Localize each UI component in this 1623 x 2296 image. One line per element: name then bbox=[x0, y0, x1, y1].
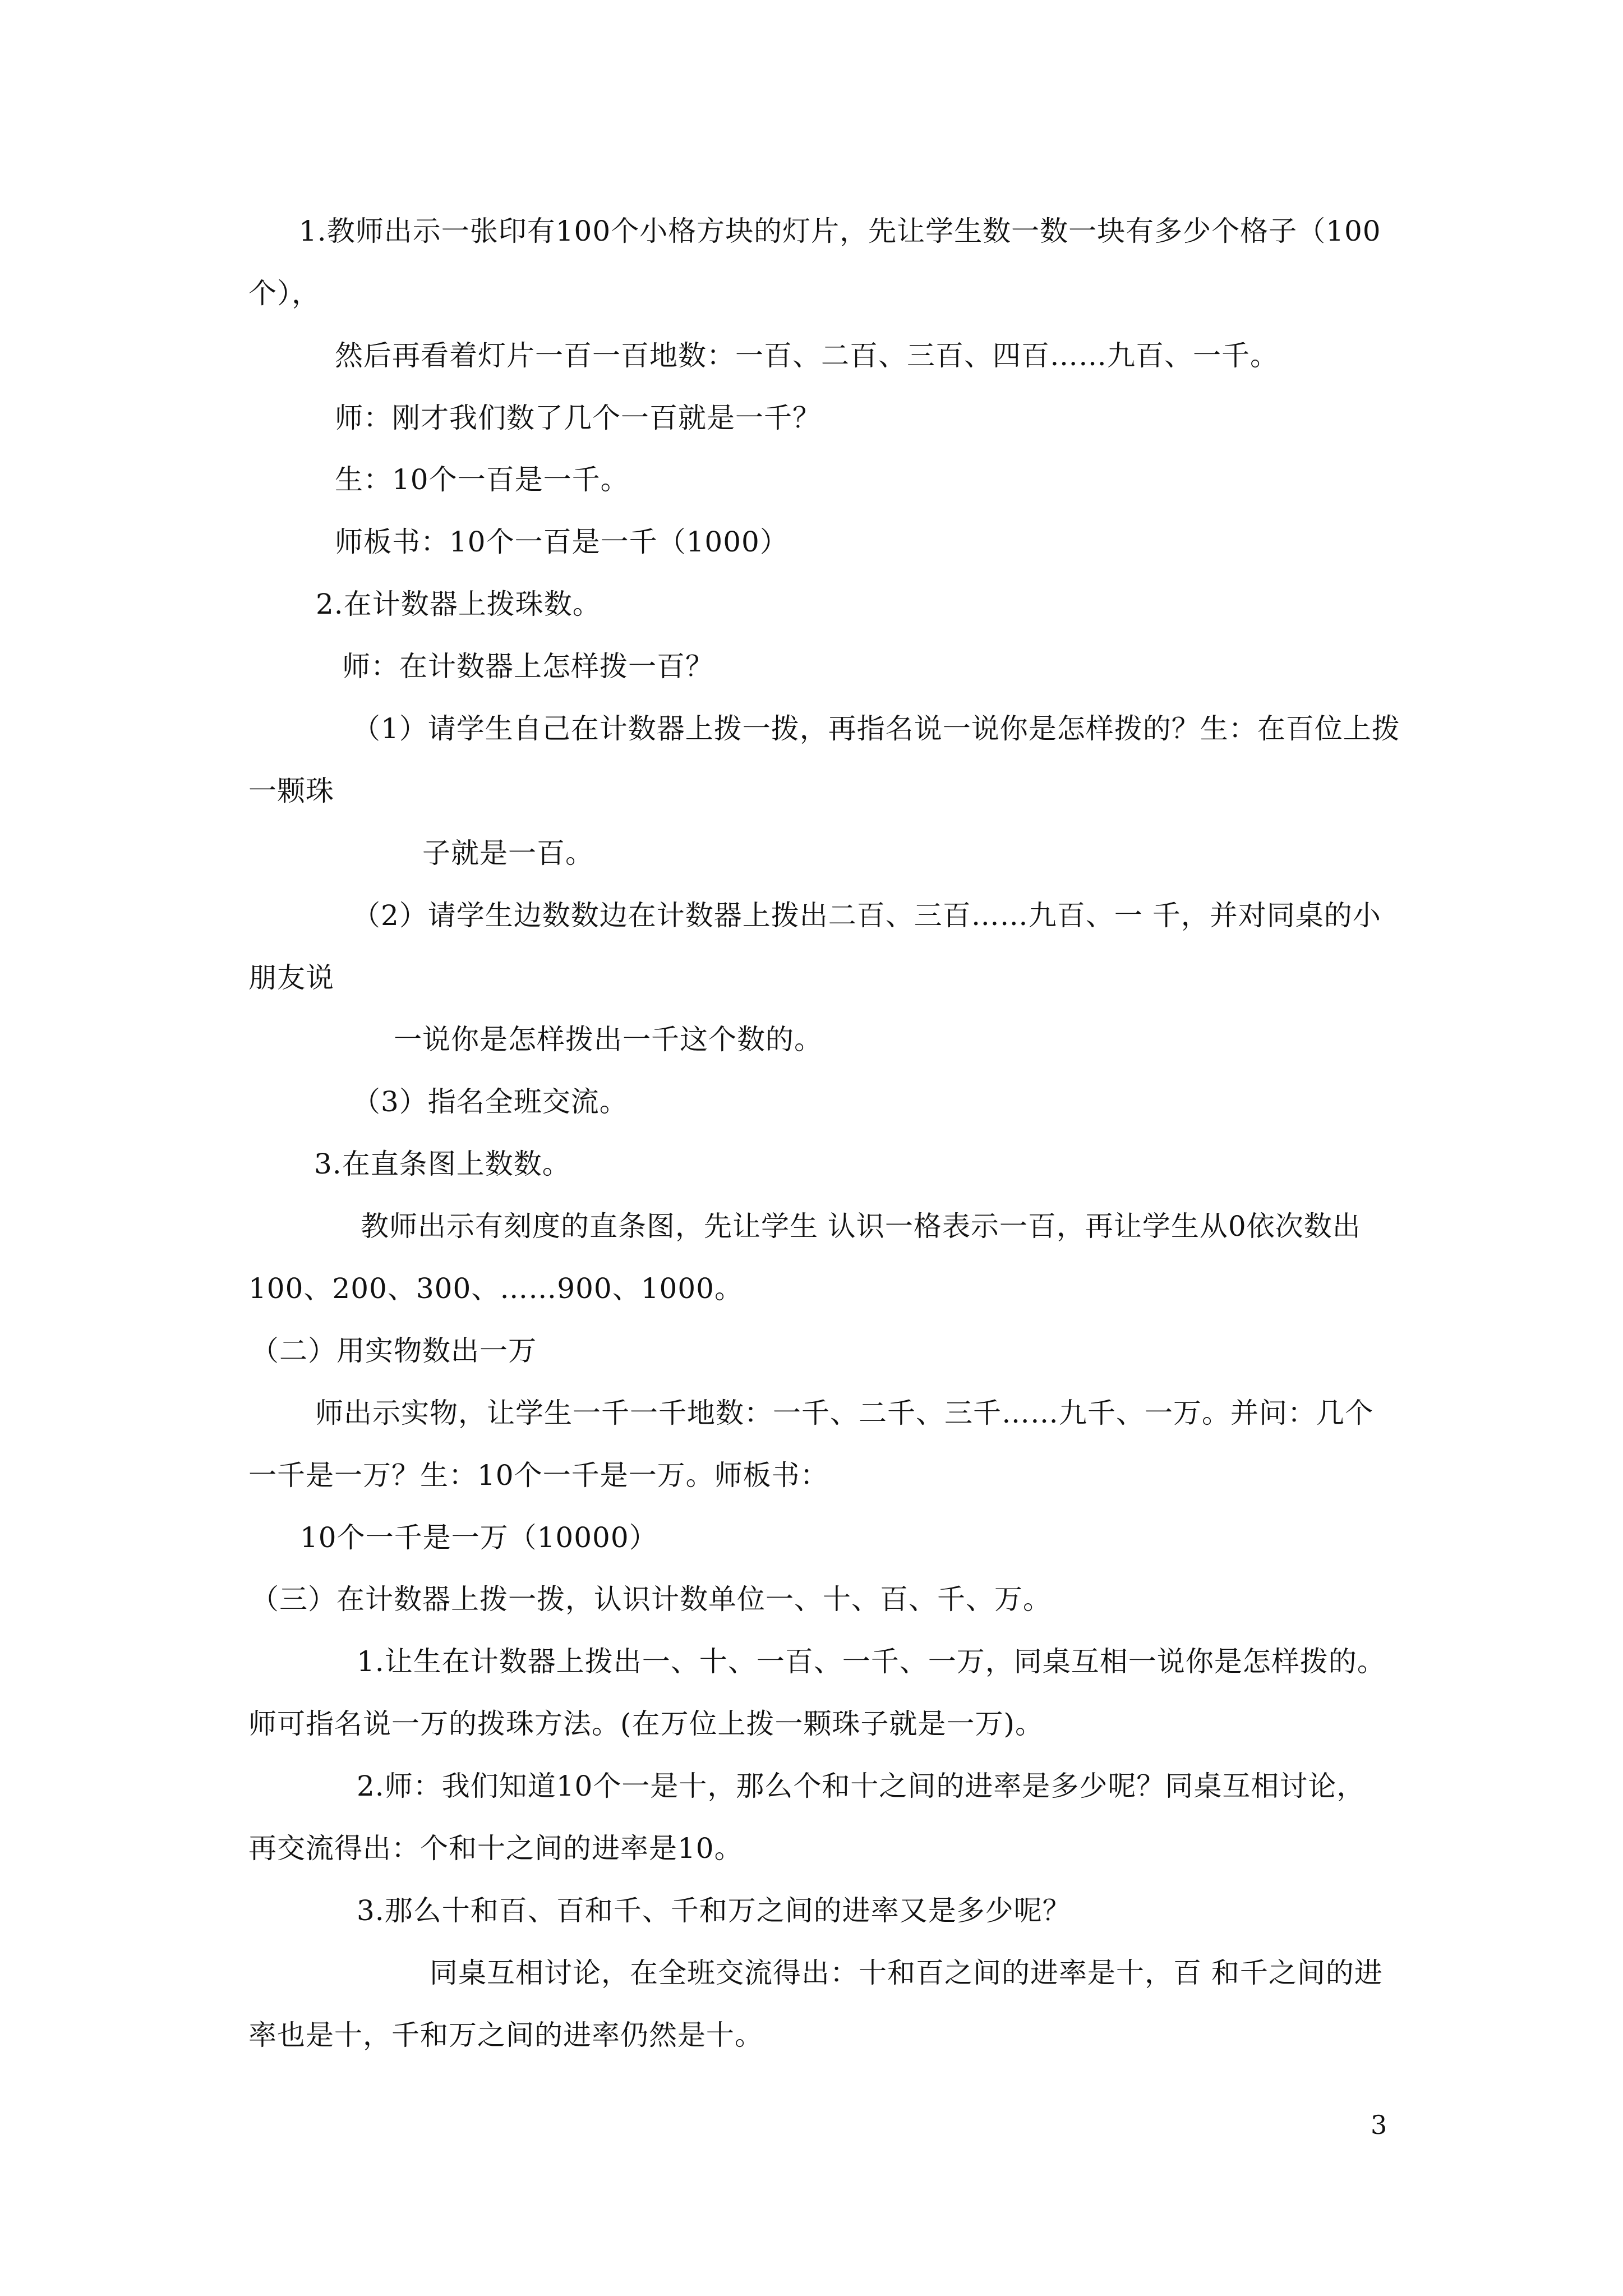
text-line: 再交流得出：个和十之间的进率是10。 bbox=[248, 1832, 743, 1865]
text-line: 一千是一万？生：10个一千是一万。师板书： bbox=[248, 1459, 829, 1492]
text-line: 朋友说 bbox=[248, 961, 334, 994]
text-line: 教师出示有刻度的直条图，先让学生 认识一格表示一百，再让学生从0依次数出 bbox=[361, 1210, 1361, 1243]
text-line: 3.在直条图上数数。 bbox=[314, 1148, 571, 1180]
text-line: （二）用实物数出一万 bbox=[251, 1335, 537, 1367]
page-number: 3 bbox=[1371, 2110, 1387, 2140]
text-line: 师可指名说一万的拨珠方法。(在万位上拨一颗珠子就是一万)。 bbox=[248, 1708, 1044, 1740]
text-line: 率也是十，千和万之间的进率仍然是十。 bbox=[248, 2019, 763, 2051]
text-line: 师：刚才我们数了几个一百就是一千？ bbox=[335, 402, 821, 434]
text-line: （1）请学生自己在计数器上拨一拨，再指名说一说你是怎样拨的？生：在百位上拨 bbox=[352, 712, 1400, 745]
text-line: 1.让生在计数器上拨出一、十、一百、一千、一万，同桌互相一说你是怎样拨的。 bbox=[357, 1645, 1386, 1678]
text-line: 一说你是怎样拨出一千这个数的。 bbox=[394, 1023, 823, 1056]
text-line: 一颗珠 bbox=[248, 775, 334, 807]
text-line: 子就是一百。 bbox=[422, 837, 594, 869]
text-line: （2）请学生边数数边在计数器上拨出二百、三百……九百、一 千，并对同桌的小 bbox=[352, 899, 1381, 932]
text-line: 师：在计数器上怎样拨一百？ bbox=[342, 650, 714, 683]
text-line: 师板书：10个一百是一千（1000） bbox=[335, 526, 789, 558]
text-line: （3）指名全班交流。 bbox=[352, 1085, 628, 1118]
text-line: 师出示实物，让学生一千一千地数：一千、二千、三千……九千、一万。并问：几个 bbox=[315, 1397, 1373, 1429]
text-line: 100、200、300、……900、1000。 bbox=[248, 1272, 743, 1305]
text-line: 3.那么十和百、百和千、千和万之间的进率又是多少呢？ bbox=[357, 1894, 1071, 1927]
text-line: （三）在计数器上拨一拨，认识计数单位一、十、百、千、万。 bbox=[251, 1583, 1052, 1616]
text-line: 1.教师出示一张印有100个小格方块的灯片，先让学生数一数一块有多少个格子（100 bbox=[299, 215, 1381, 247]
text-line: 个）， bbox=[248, 277, 320, 310]
text-line: 生：10个一百是一千。 bbox=[335, 463, 629, 496]
text-line: 然后再看着灯片一百一百地数：一百、二百、三百、四百……九百、一千。 bbox=[335, 339, 1279, 372]
text-line: 同桌互相讨论，在全班交流得出：十和百之间的进率是十，百 和千之间的进 bbox=[430, 1957, 1383, 1989]
text-line: 2.在计数器上拨珠数。 bbox=[316, 588, 601, 620]
text-line: 10个一千是一万（10000） bbox=[300, 1521, 658, 1554]
text-line: 2.师：我们知道10个一是十，那么个和十之间的进率是多少呢？同桌互相讨论， bbox=[357, 1770, 1366, 1802]
